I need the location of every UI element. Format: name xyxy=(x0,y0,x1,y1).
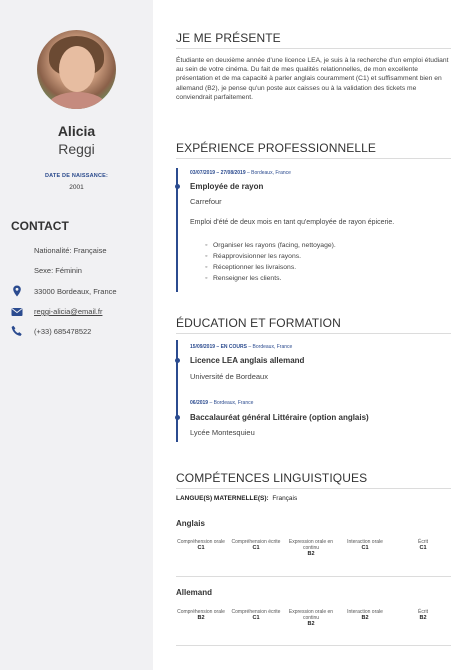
education-title: ÉDUCATION ET FORMATION xyxy=(176,316,341,330)
lang-cell: Interaction orale B2 xyxy=(347,609,383,621)
lang-cell: Expression orale en continu B2 xyxy=(288,539,334,557)
phone-icon xyxy=(11,325,23,337)
email-icon xyxy=(11,306,23,318)
experience-company: Carrefour xyxy=(190,197,222,206)
address: 33000 Bordeaux, France xyxy=(34,287,117,296)
experience-title: EXPÉRIENCE PROFESSIONNELLE xyxy=(176,141,376,155)
education-degree: Baccalauréat général Littéraire (option anglais) xyxy=(190,413,369,422)
lang-cell: Écrit C1 xyxy=(418,539,428,551)
education-date: 15/09/2019 – EN COURS – Bordeaux, France xyxy=(190,344,293,350)
experience-task-list xyxy=(205,240,336,284)
avatar-shirt xyxy=(47,92,107,109)
education-degree: Licence LEA anglais allemand xyxy=(190,356,305,365)
divider xyxy=(176,333,451,334)
birth-date-label: DATE DE NAISSANCE: xyxy=(44,173,109,179)
lang-cell: Compréhension écrite C1 xyxy=(231,609,281,621)
divider xyxy=(176,488,451,489)
divider xyxy=(176,645,451,646)
timeline-dot xyxy=(175,415,180,420)
list-item: ◦ Réapprovisionner les rayons. xyxy=(205,251,336,262)
intro-title: JE ME PRÉSENTE xyxy=(176,31,281,45)
sex: Sexe: Féminin xyxy=(34,266,82,275)
lang-cell: Compréhension orale C1 xyxy=(177,539,225,551)
intro-text: Étudiante en deuxième année d'une licence LEA, je suis à la recherche d'un emploi étudiant au sein de votre cinéma. Du fait de mes qualités relationnelles, de mon excellente présentation et de ma capacité à parler anglais couramment (C1) et suffisamment bien en allemand (B2), je pense qu'un poste aux caisses ou à la validation des tickets me conviendrait parfaitement. xyxy=(176,57,449,101)
phone: (+33) 685478522 xyxy=(34,327,92,336)
list-item: ◦ Organiser les rayons (facing, nettoyage). xyxy=(205,240,336,251)
list-item: ◦ Renseigner les clients. xyxy=(205,273,336,284)
avatar-face xyxy=(59,46,95,92)
language-name: Allemand xyxy=(176,588,213,597)
contact-title: CONTACT xyxy=(11,219,69,233)
lang-cell: Écrit B2 xyxy=(418,609,428,621)
lang-cell: Compréhension écrite C1 xyxy=(231,539,281,551)
email-link[interactable]: reggi-alicia@email.fr xyxy=(34,307,103,316)
last-name: Reggi xyxy=(58,141,95,157)
nationality: Nationalité: Française xyxy=(34,246,107,255)
sidebar xyxy=(0,0,153,670)
location-pin-icon xyxy=(11,285,23,297)
language-name: Anglais xyxy=(176,519,205,528)
education-date: 06/2019 – Bordeaux, France xyxy=(190,400,254,406)
divider xyxy=(176,576,451,577)
experience-date: 03/07/2019 – 27/08/2019 – Bordeaux, France xyxy=(190,170,291,176)
lang-cell: Interaction orale C1 xyxy=(347,539,383,551)
experience-job-title: Employée de rayon xyxy=(190,182,264,191)
education-timeline xyxy=(176,340,178,442)
divider xyxy=(176,158,451,159)
list-item: ◦ Réceptionner les livraisons. xyxy=(205,262,336,273)
languages-title: COMPÉTENCES LINGUISTIQUES xyxy=(176,471,368,485)
mother-tongue: LANGUE(S) MATERNELLE(S): Français xyxy=(176,495,298,502)
timeline-dot xyxy=(175,358,180,363)
first-name: Alicia xyxy=(57,123,96,139)
education-school: Lycée Montesquieu xyxy=(190,428,255,437)
experience-description: Emploi d'été de deux mois en tant qu'employée de rayon épicerie. xyxy=(190,219,395,226)
birth-date-value: 2001 xyxy=(69,184,84,191)
lang-cell: Expression orale en continu B2 xyxy=(288,609,334,627)
education-school: Université de Bordeaux xyxy=(190,372,268,381)
lang-cell: Compréhension orale B2 xyxy=(177,609,225,621)
timeline-dot xyxy=(175,184,180,189)
divider xyxy=(176,48,451,49)
avatar xyxy=(37,30,116,109)
